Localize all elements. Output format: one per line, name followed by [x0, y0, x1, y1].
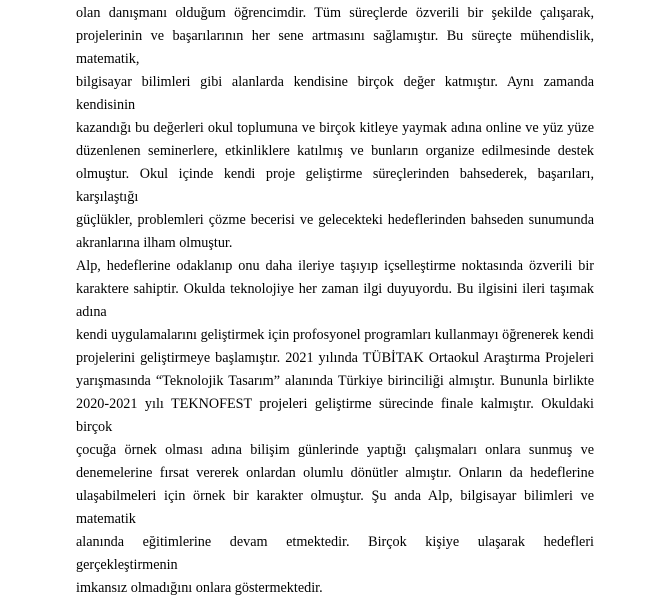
- text-line: projelerinin ve başarılarının her sene artmasını sağlamıştır. Bu süreçte mühendislik, matematik,: [76, 28, 594, 67]
- text-line: yarışmasında “Teknolojik Tasarım” alanında Türkiye birinciliği almıştır. Bununla birlikte: [76, 373, 594, 389]
- text-line: güçlükler, problemleri çözme becerisi ve gelecekteki hedeflerinden bahseden sunumunda: [76, 212, 594, 228]
- text-line: imkansız olmadığını onlara göstermektedir.: [76, 580, 323, 596]
- text-line: denemelerine fırsat vererek onlardan olumlu dönütler almıştır. Onların da hedeflerine: [76, 465, 594, 481]
- text-line: düzenlenen seminerlere, etkinliklere katılmış ve bunların organize edilmesinde destek: [76, 143, 594, 159]
- text-line: alanında eğitimlerine devam etmektedir. Birçok kişiye ulaşarak hedefleri gerçekleştirmenin: [76, 534, 594, 573]
- text-line: kazandığı bu değerleri okul toplumuna ve birçok kitleye yaymak adına online ve yüz yüze: [76, 120, 594, 136]
- text-line: karaktere sahiptir. Okulda teknolojiye her zaman ilgi duyuyordu. Bu ilgisini ileri taşımak adına: [76, 281, 594, 320]
- text-line: kendi uygulamalarını geliştirmek için profosyonel programları kullanmayı öğrenerek kendi: [76, 327, 594, 343]
- text-line: projelerini geliştirmeye başlamıştır. 2021 yılında TÜBİTAK Ortaokul Araştırma Projeleri: [76, 350, 594, 366]
- text-line: çocuğa örnek olması adına bilişim günlerinde yaptığı çalışmaları onlara sunmuş ve: [76, 442, 594, 458]
- text-line: akranlarına ilham olmuştur.: [76, 235, 233, 251]
- text-line: ulaşabilmeleri için örnek bir karakter olmuştur. Şu anda Alp, bilgisayar bilimleri ve matematik: [76, 488, 594, 527]
- text-line: bilgisayar bilimleri gibi alanlarda kendisine birçok değer katmıştır. Aynı zamanda kendisinin: [76, 74, 594, 113]
- paragraph-2: [76, 255, 594, 600]
- text-line: olmuştur. Okul içinde kendi proje geliştirme süreçlerinden bahsederek, başarıları, karşılaştığı: [76, 166, 594, 205]
- text-line: olan danışmanı olduğum öğrencimdir. Tüm süreçlerde özverili bir şekilde çalışarak,: [76, 5, 594, 21]
- text-line: Alp, hedeflerine odaklanıp onu daha ileriye taşıyıp içselleştirme noktasında özverili bir: [76, 258, 594, 274]
- paragraph-1: [76, 2, 594, 255]
- text-line: 2020-2021 yılı TEKNOFEST projeleri geliştirme sürecinde finale kalmıştır. Okuldaki birçok: [76, 396, 594, 435]
